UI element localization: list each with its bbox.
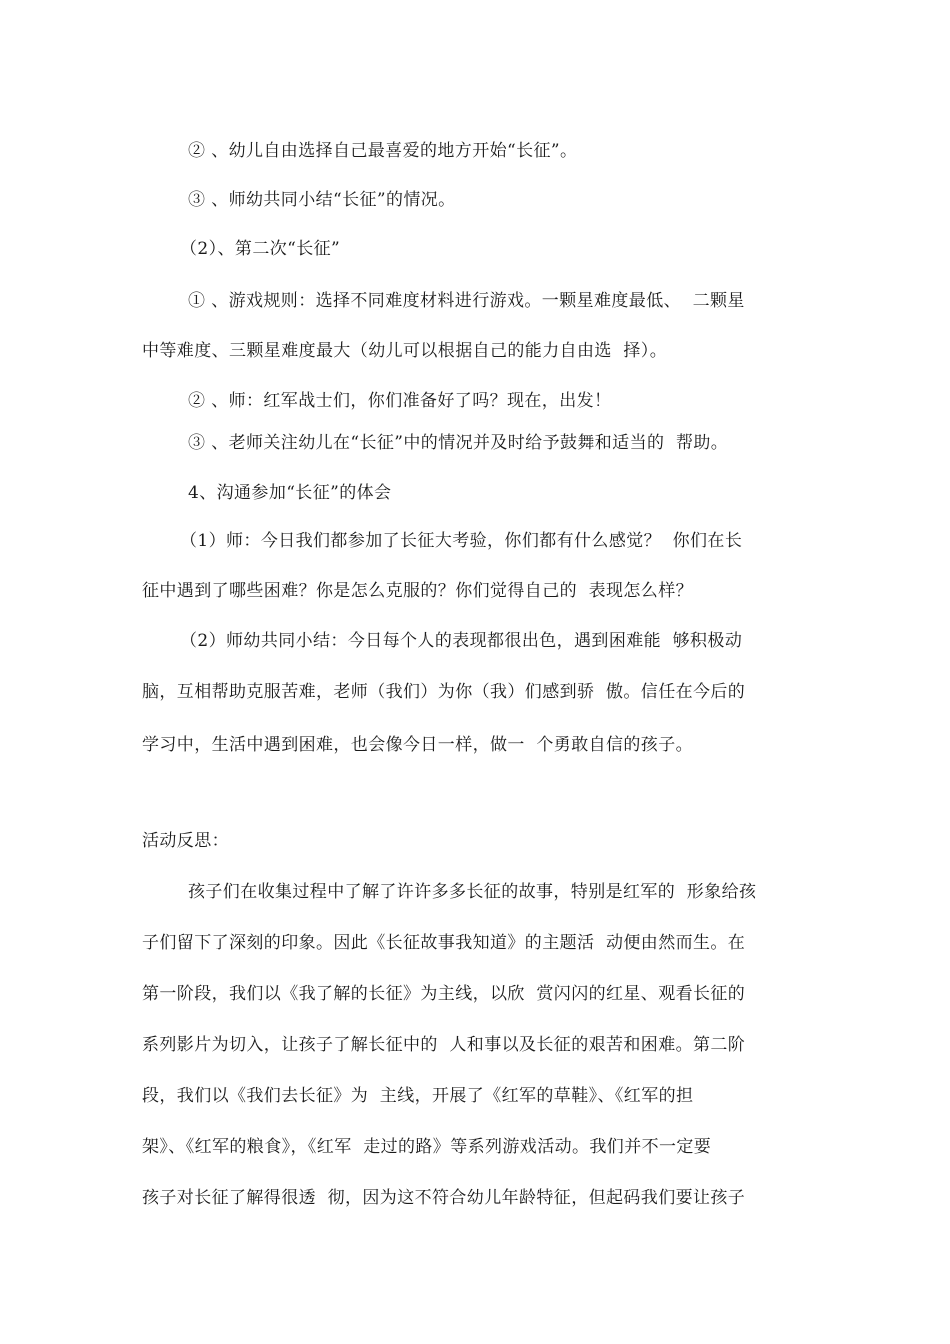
paragraph-line: 学习中，生活中遇到困难，也会像今日一样，做一 个勇敢自信的孩子。: [142, 735, 694, 755]
paragraph-line: ② 、幼儿自由选择自己最喜爱的地方开始“长征”。: [188, 141, 578, 161]
paragraph-line: （2）师幼共同小结：今日每个人的表现都很出色，遇到困难能 够积极动: [180, 631, 743, 651]
paragraph-line: 脑，互相帮助克服苦难，老师（我们）为你（我）们感到骄 傲。信任在今后的: [142, 682, 746, 702]
paragraph-line: 中等难度、三颗星难度最大（幼儿可以根据自己的能力自由选 择）。: [142, 341, 668, 361]
paragraph-line: ① 、游戏规则：选择不同难度材料进行游戏。一颗星难度最低、 二颗星: [188, 291, 745, 311]
paragraph-line: ② 、师：红军战士们，你们准备好了吗？现在，出发！: [188, 391, 612, 411]
paragraph-line: ③ 、老师关注幼儿在“长征”中的情况并及时给予鼓舞和适当的 帮助。: [188, 433, 729, 453]
section-heading: 4、沟通参加“长征”的体会: [188, 483, 392, 503]
paragraph-line: 系列影片为切入，让孩子了解长征中的 人和事以及长征的艰苦和困难。第二阶: [142, 1035, 746, 1055]
paragraph-line: ③ 、师幼共同小结“长征”的情况。: [188, 190, 456, 210]
paragraph-line: 段，我们以《我们去长征》为 主线，开展了《红军的草鞋》、《红军的担: [142, 1086, 694, 1106]
paragraph-line: 子们留下了深刻的印象。因此《长征故事我知道》的主题活 动便由然而生。在: [142, 933, 746, 953]
section-heading: （2）、第二次“长征”: [180, 239, 341, 259]
paragraph-line: 第一阶段，我们以《我了解的长征》为主线，以欣 赏闪闪的红星、观看长征的: [142, 984, 746, 1004]
section-heading: 活动反思：: [142, 831, 229, 851]
paragraph-line: （1）师：今日我们都参加了长征大考验，你们都有什么感觉？ 你们在长: [180, 531, 743, 551]
paragraph-line: 征中遇到了哪些困难？你是怎么克服的？你们觉得自己的 表现怎么样？: [142, 581, 694, 601]
paragraph-line: 架》、《红军的粮食》，《红军 走过的路》等系列游戏活动。我们并不一定要: [142, 1137, 712, 1157]
paragraph-line: 孩子对长征了解得很透 彻，因为这不符合幼儿年龄特征，但起码我们要让孩子: [142, 1188, 746, 1208]
paragraph-line: 孩子们在收集过程中了解了许许多多长征的故事，特别是红军的 形象给孩: [188, 882, 757, 902]
